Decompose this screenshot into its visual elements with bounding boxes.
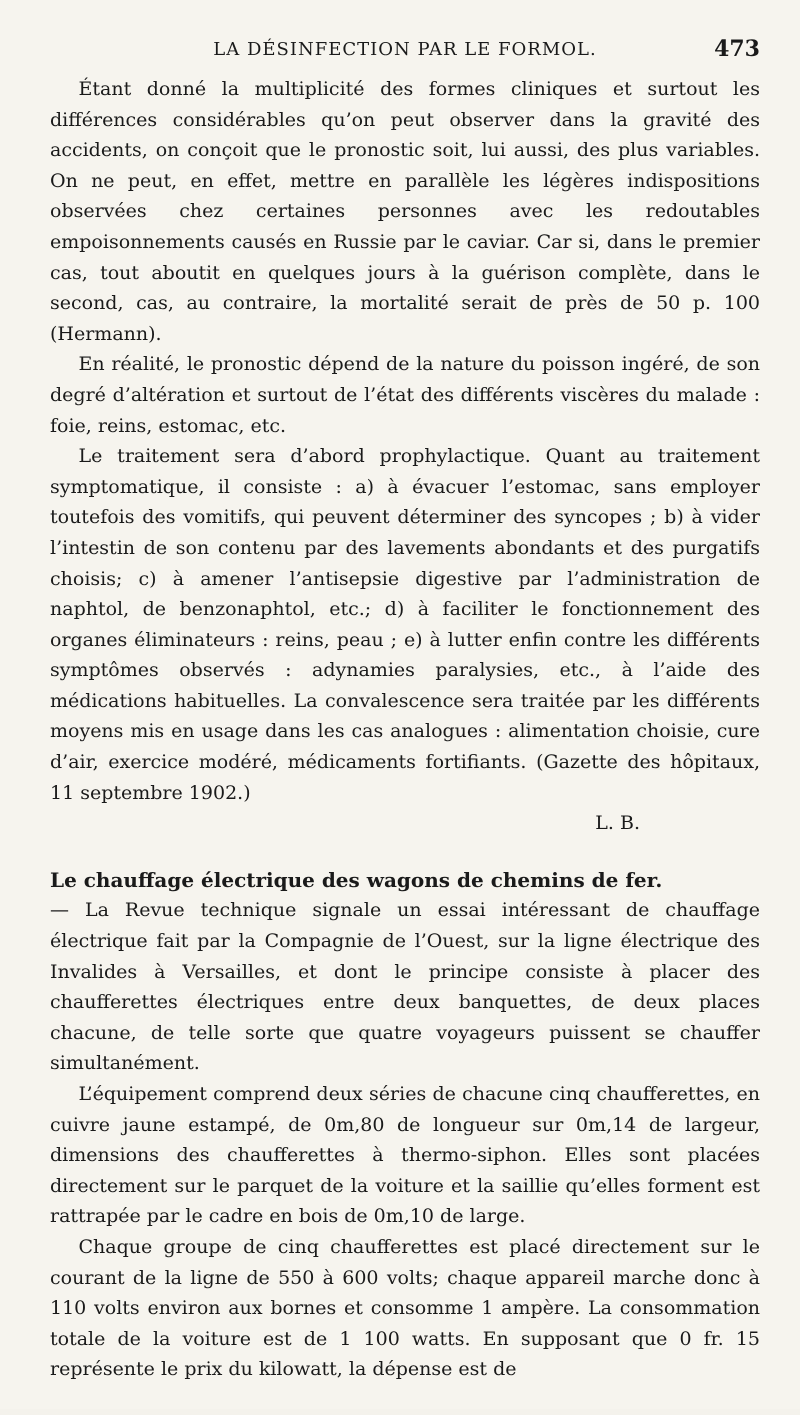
paragraph-6: Chaque groupe de cinq chaufferettes est placé directement sur le courant de la ligne de 550 à 600 volts; chaque appareil marche donc à 110 volts environ aux bornes et consomme 1 ampère. La consommation totale de la voiture est de 1 100 watts. En supposant que 0 fr. 15 représente le prix du kilowatt, la dépense est de — [50, 1235, 760, 1381]
running-title: LA DÉSINFECTION PAR LE FORMOL. — [213, 38, 597, 60]
page-number: 473 — [714, 36, 760, 62]
section-gap — [50, 839, 760, 865]
section-1 — [50, 74, 760, 839]
paragraph-3: Le traitement sera d’abord prophylactique. Quant au traitement symptomatique, il consiste : a) à évacuer l’estomac, sans employer toutefois des vomitifs, qui peuvent déterminer des syncopes ; b) à vider l’intestin de son contenu par des lavements abondants et des purgatifs choisis; c) à amener l’antisepsie digestive par l’administration de naphtol, de benzonaphtol, etc.; d) à faciliter le fonctionnement des organes éliminateurs : reins, peau ; e) à lutter enfin contre les différents symptômes observés : adynamies paralysies, etc., à l’aide des médications habituelles. La convalescence sera traitée par les différents moyens mis en usage dans les cas analogues : alimentation choisie, cure d’air, exercice modéré, médicaments fortifiants. (Gazette des hôpitaux, 11 septembre 1902.) — [50, 445, 760, 804]
signature: L. B. — [595, 812, 640, 835]
paragraph-4: — La Revue technique signale un essai intéressant de chauffage électrique fait par la Compagnie de l’Ouest, sur la ligne électrique des Invalides à Versailles, et dont le principe consiste à placer des chaufferettes électriques entre deux banquettes, de deux places chacune, de telle sorte que quatre voyageurs puissent se chauffer simultanément. — [50, 899, 760, 1075]
signature-line — [50, 808, 760, 839]
article-title: Le chauffage électrique des wagons de chemins de fer. — [50, 867, 663, 892]
running-head — [50, 32, 760, 66]
section-2 — [50, 865, 760, 1385]
paragraph-1: Étant donné la multiplicité des formes cliniques et surtout les différences considérables qu’on peut observer dans la gravité des accidents, on conçoit que le pronostic soit, lui aussi, des plus variables. On ne peut, en effet, mettre en parallèle les légères indispositions observées chez certaines personnes avec les redoutables empoisonnements causés en Russie par le caviar. Car si, dans le premier cas, tout aboutit en quelques jours à la guérison complète, dans le second, cas, au contraire, la mortalité serait de près de 50 p. 100 (Hermann). — [50, 78, 760, 345]
paragraph-5: L’équipement comprend deux séries de chacune cinq chaufferettes, en cuivre jaune estampé, de 0m,80 de longueur sur 0m,14 de largeur, dimensions des chaufferettes à thermo-siphon. Elles sont placées directement sur le parquet de la voiture et la saillie qu’elles forment est rattrapée par le cadre en bois de 0m,10 de large. — [50, 1083, 760, 1228]
footer-space — [50, 1385, 760, 1415]
paragraph-2: En réalité, le pronostic dépend de la nature du poisson ingéré, de son degré d’altération et surtout de l’état des différents viscères du malade : foie, reins, estomac, etc. — [50, 353, 760, 437]
